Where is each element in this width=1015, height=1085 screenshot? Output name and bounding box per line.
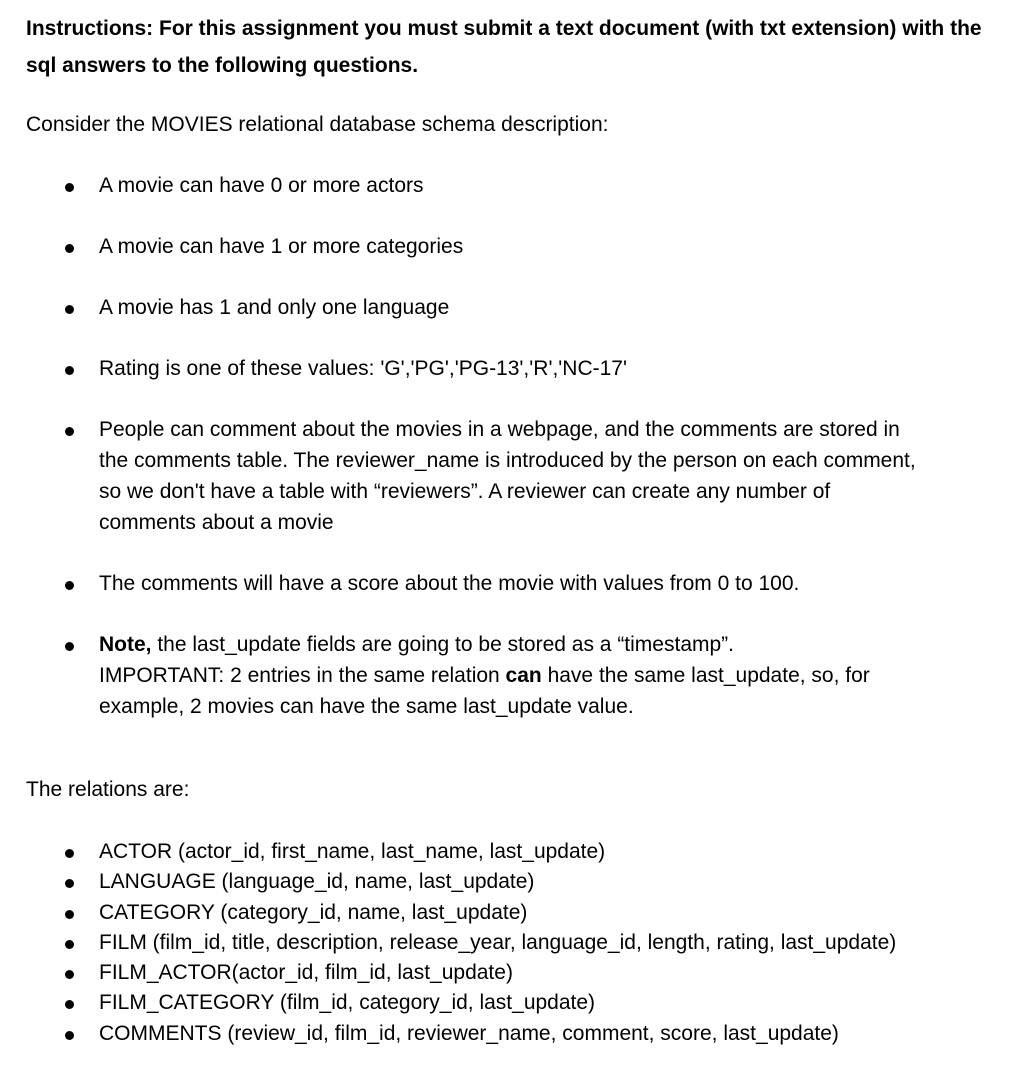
schema-intro: Consider the MOVIES relational database schema description: xyxy=(26,113,609,136)
relation-text: LANGUAGE (language_id, name, last_update) xyxy=(99,870,535,894)
bullet-icon xyxy=(65,581,74,590)
relation-text: FILM_CATEGORY (film_id, category_id, last_update) xyxy=(99,991,596,1015)
note-item xyxy=(0,629,1000,722)
note-item xyxy=(0,292,1000,323)
relation-item xyxy=(0,928,1000,958)
note-item xyxy=(0,414,1000,538)
relation-text: FILM (film_id, title, description, release_year, language_id, length, rating, last_update) xyxy=(99,930,897,954)
bullet-icon xyxy=(65,305,74,314)
bullet-icon xyxy=(65,642,74,651)
note-text-line: example, 2 movies can have the same last_update value. xyxy=(99,695,634,718)
bullet-icon xyxy=(65,849,74,858)
relation-text: CATEGORY (category_id, name, last_update) xyxy=(99,900,528,924)
instructions-heading: Instructions: For this assignment you must submit a text document (with txt extension) with the sql answers to the following questions. xyxy=(26,17,982,77)
note-text: Rating is one of these values: 'G','PG','PG-13','R','NC-17' xyxy=(99,357,627,380)
note-bold-word: can xyxy=(505,664,542,687)
relation-item xyxy=(0,898,1000,928)
bullet-icon xyxy=(65,879,74,888)
bullet-icon xyxy=(65,940,74,949)
note-bold-label: Note, xyxy=(99,633,152,656)
bullet-icon xyxy=(65,970,74,979)
schema-notes-list xyxy=(0,170,1000,752)
note-text: have the same last_update, so, for xyxy=(541,664,870,687)
note-text: A movie can have 1 or more categories xyxy=(99,235,464,258)
bullet-icon xyxy=(65,1000,74,1009)
note-text-line: so we don't have a table with “reviewers”. A reviewer can create any number of xyxy=(99,480,831,503)
note-text: A movie has 1 and only one language xyxy=(99,296,450,319)
note-item xyxy=(0,231,1000,262)
note-text-line: comments about a movie xyxy=(99,511,334,534)
bullet-icon xyxy=(65,910,74,919)
note-text-line xyxy=(99,660,1000,691)
note-text-line: People can comment about the movies in a webpage, and the comments are stored in xyxy=(99,418,900,441)
relation-text: COMMENTS (review_id, film_id, reviewer_name, comment, score, last_update) xyxy=(99,1021,839,1045)
relation-item xyxy=(0,958,1000,988)
note-item xyxy=(0,353,1000,384)
relations-title: The relations are: xyxy=(26,778,190,801)
relation-item xyxy=(0,837,1000,867)
bullet-icon xyxy=(65,244,74,253)
note-text: A movie can have 0 or more actors xyxy=(99,174,424,197)
bullet-icon xyxy=(65,1031,74,1040)
relations-list xyxy=(0,837,1000,1049)
relation-item xyxy=(0,988,1000,1018)
relation-text: FILM_ACTOR(actor_id, film_id, last_update) xyxy=(99,961,513,985)
relation-item xyxy=(0,1019,1000,1049)
relation-text: ACTOR (actor_id, first_name, last_name, last_update) xyxy=(99,840,606,863)
note-item xyxy=(0,568,1000,599)
note-text: IMPORTANT: 2 entries in the same relation xyxy=(99,664,506,687)
relation-item xyxy=(0,867,1000,897)
bullet-icon xyxy=(65,427,74,436)
note-text-line xyxy=(99,629,1000,660)
note-text: The comments will have a score about the movie with values from 0 to 100. xyxy=(99,572,800,595)
note-item xyxy=(0,170,1000,201)
bullet-icon xyxy=(65,183,74,192)
bullet-icon xyxy=(65,366,74,375)
note-text-line: the comments table. The reviewer_name is introduced by the person on each comment, xyxy=(99,449,916,472)
note-text: the last_update fields are going to be stored as a “timestamp”. xyxy=(151,633,734,656)
